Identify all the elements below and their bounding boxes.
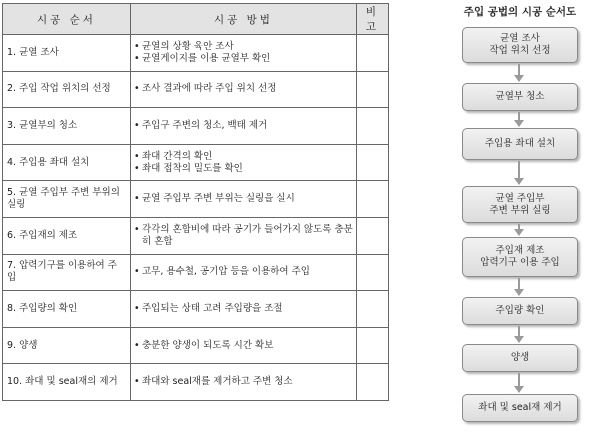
- note-cell: [357, 254, 389, 291]
- step-cell: [3, 71, 131, 108]
- table-row: [3, 254, 389, 291]
- step-label: 10. 좌대 및 seal재의 제거: [7, 376, 118, 388]
- method-list: [134, 340, 353, 352]
- method-cell: [131, 217, 357, 254]
- method-list: [134, 193, 353, 205]
- flow-step-box: [462, 237, 578, 277]
- flow-step-text: [480, 245, 559, 269]
- step-cell: [3, 364, 131, 401]
- down-arrow-icon: [516, 373, 522, 393]
- method-item: • 고무, 용수철, 공기압 등을 이용하여 주입: [134, 266, 353, 278]
- method-list: [134, 41, 353, 65]
- method-item: • 좌대와 seal재를 제거하고 주변 청소: [134, 376, 353, 388]
- method-cell: [131, 364, 357, 401]
- note-cell: [357, 217, 389, 254]
- method-list: [134, 120, 353, 132]
- step-cell: [3, 291, 131, 328]
- flow-step-line: 양생: [510, 352, 530, 363]
- down-arrow-icon: [516, 64, 522, 82]
- method-list: [134, 151, 353, 175]
- step-cell: [3, 327, 131, 364]
- step-label: 4. 주입용 좌대 설치: [7, 156, 90, 168]
- flow-step-line: 균열 주입부: [495, 192, 545, 204]
- note-cell: [357, 291, 389, 328]
- down-arrow-icon: [516, 112, 522, 127]
- step-cell: [3, 108, 131, 145]
- flow-step-line: 균열 조사: [500, 33, 540, 44]
- step-label: 1. 균열 조사: [7, 46, 59, 58]
- step-cell: [3, 254, 131, 291]
- note-cell: [357, 327, 389, 364]
- table-row: [3, 217, 389, 254]
- flow-step-text: [489, 33, 550, 57]
- step-label: 9. 양생: [7, 339, 38, 351]
- note-cell: [357, 144, 389, 181]
- method-item: • 주입구 주변의 청소, 백태 제거: [134, 120, 353, 132]
- note-cell: [357, 35, 389, 72]
- flow-step-text: [489, 193, 550, 217]
- method-item: • 조사 결과에 따라 주입 위치 선정: [134, 83, 353, 95]
- table-row: [3, 327, 389, 364]
- flow-step-text: [496, 305, 545, 317]
- method-cell: [131, 35, 357, 72]
- method-cell: [131, 108, 357, 145]
- step-label: 6. 주입재의 제조: [7, 229, 78, 241]
- method-cell: [131, 291, 357, 328]
- down-arrow-icon: [516, 326, 522, 343]
- flow-step-line: 주변 부위 실링: [489, 204, 551, 216]
- flow-step-box: [462, 83, 578, 111]
- flow-step-line: 주입량 확인: [495, 305, 545, 316]
- construction-procedure-table: [2, 3, 389, 401]
- note-cell: [357, 71, 389, 108]
- flow-step-box: [462, 297, 578, 325]
- method-cell: [131, 254, 357, 291]
- method-item: • 균열 주입부 주변 부위는 실링을 실시: [134, 193, 353, 205]
- step-cell: [3, 181, 131, 218]
- step-label: 7. 압력기구를 이용하여 주입: [7, 260, 117, 284]
- table-row: [3, 364, 389, 401]
- method-list: [134, 224, 353, 248]
- flow-step-line: 주입용 좌대 설치: [484, 138, 556, 149]
- flow-step-box: [462, 344, 578, 372]
- note-cell: [357, 108, 389, 145]
- table-row: [3, 291, 389, 328]
- flow-step-line: 균열부 청소: [495, 91, 545, 102]
- table-row: [3, 144, 389, 181]
- method-item: • 균열게이지를 이용 균열부 확인: [134, 53, 353, 65]
- flowchart: [440, 0, 600, 439]
- flow-step-text: [485, 138, 555, 150]
- method-cell: [131, 181, 357, 218]
- method-item: • 주입되는 상태 고려 주입량을 조절: [134, 303, 353, 315]
- step-cell: [3, 144, 131, 181]
- step-label: 2. 주입 작업 위치의 선정: [7, 83, 111, 95]
- flow-step-line: 좌대 및 seal재 제거: [478, 402, 562, 413]
- method-cell: [131, 71, 357, 108]
- flow-step-line: 주입재 제조: [495, 245, 545, 256]
- flow-step-box: [462, 186, 578, 223]
- flow-step-line: 작업 위치 선정: [489, 45, 551, 56]
- down-arrow-icon: [516, 278, 522, 296]
- method-item: • 좌대 접착의 밀도를 확인: [134, 163, 353, 175]
- down-arrow-icon: [516, 161, 522, 185]
- method-list: [134, 266, 353, 278]
- table-row: [3, 108, 389, 145]
- method-item: • 좌대 간격의 확인: [134, 151, 353, 163]
- method-cell: [131, 327, 357, 364]
- step-cell: [3, 35, 131, 72]
- step-label: 8. 주입량의 확인: [7, 302, 78, 314]
- step-label: 3. 균열부의 청소: [7, 119, 78, 131]
- flow-step-text: [496, 91, 545, 103]
- method-list: [134, 83, 353, 95]
- table-row: [3, 35, 389, 72]
- flow-step-line: 압력기구 이용 주입: [480, 257, 560, 268]
- down-arrow-icon: [516, 224, 522, 236]
- method-cell: [131, 144, 357, 181]
- method-list: [134, 303, 353, 315]
- method-list: [134, 376, 353, 388]
- table-header-row: [3, 4, 389, 35]
- flow-step-box: [462, 394, 578, 422]
- flow-step-text: [511, 352, 529, 364]
- note-cell: [357, 364, 389, 401]
- table-row: [3, 181, 389, 218]
- step-label: 5. 균열 주입부 주변 부위의 실링: [7, 187, 120, 211]
- header-step: 시공 순서: [3, 4, 131, 35]
- method-item: • 충분한 양생이 되도록 시간 확보: [134, 340, 353, 352]
- flow-step-text: [478, 402, 561, 414]
- step-cell: [3, 217, 131, 254]
- flow-step-box: [462, 27, 578, 63]
- table-row: [3, 71, 389, 108]
- method-item: • 각각의 혼합비에 따라 공기가 들어가지 않도록 충분히 혼합: [134, 224, 353, 248]
- header-note: 비 고: [357, 4, 389, 35]
- flow-step-box: [462, 128, 578, 160]
- method-item: • 균열의 상황 육안 조사: [134, 41, 353, 53]
- note-cell: [357, 181, 389, 218]
- flowchart-title: 주입 공법의 시공 순서도: [463, 6, 577, 18]
- header-method: 시공 방법: [131, 4, 357, 35]
